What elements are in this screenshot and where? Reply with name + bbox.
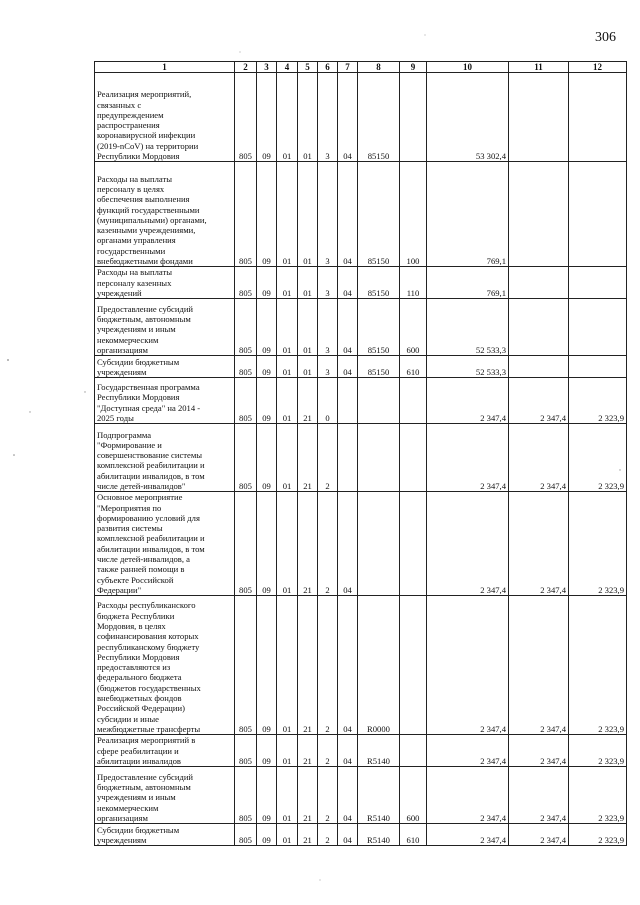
cell-c2: 805 — [235, 824, 257, 846]
cell-c12 — [569, 162, 627, 267]
cell-c12: 2 323,9 — [569, 492, 627, 596]
cell-c4: 01 — [277, 824, 298, 846]
cell-c11: 2 347,4 — [509, 378, 569, 424]
row-name-cell: Расходы на выплаты персоналу казенных учреждений — [95, 267, 235, 299]
cell-c3: 09 — [257, 267, 277, 299]
cell-c9 — [400, 424, 427, 492]
cell-c5: 21 — [298, 378, 318, 424]
cell-c11: 2 347,4 — [509, 424, 569, 492]
table-row — [95, 735, 627, 767]
cell-c12: 2 323,9 — [569, 767, 627, 824]
cell-c2: 805 — [235, 596, 257, 735]
cell-c11 — [509, 162, 569, 267]
cell-c5: 01 — [298, 73, 318, 162]
table-row — [95, 424, 627, 492]
cell-c10: 769,1 — [427, 267, 509, 299]
cell-c3: 09 — [257, 356, 277, 378]
cell-c4: 01 — [277, 492, 298, 596]
cell-c2: 805 — [235, 73, 257, 162]
cell-c9 — [400, 73, 427, 162]
table-row — [95, 492, 627, 596]
row-name-cell: Основное мероприятие "Мероприятия по формированию условий для развития системы комплексной реабилитации и абилитации инвалидов, в том числе детей-инвалидов, а также ранней помощи в субъекте Российской Федерации" — [95, 492, 235, 596]
table-row — [95, 824, 627, 846]
cell-c8: R0000 — [358, 596, 400, 735]
column-header: 12 — [569, 62, 627, 73]
cell-c11 — [509, 73, 569, 162]
cell-c12 — [569, 73, 627, 162]
cell-c7: 04 — [338, 73, 358, 162]
row-name-cell: Предоставление субсидий бюджетным, автономным учреждениям и иным некоммерческим организациям — [95, 767, 235, 824]
cell-c10: 2 347,4 — [427, 735, 509, 767]
cell-c11 — [509, 267, 569, 299]
cell-c3: 09 — [257, 162, 277, 267]
row-name-cell: Расходы республиканского бюджета Республики Мордовия, в целях софинансирования которых республиканскому бюджету Республики Мордовия предоставляются из федерального бюджета (бюджетов государственных внебюджетных фондов Российской Федерации) субсидии и иные межбюджетные трансферты — [95, 596, 235, 735]
column-header: 5 — [298, 62, 318, 73]
cell-c5: 21 — [298, 824, 318, 846]
column-header: 2 — [235, 62, 257, 73]
cell-c10: 2 347,4 — [427, 824, 509, 846]
row-name-cell: Государственная программа Республики Мордовия "Доступная среда" на 2014 - 2025 годы — [95, 378, 235, 424]
cell-c5: 01 — [298, 356, 318, 378]
cell-c2: 805 — [235, 424, 257, 492]
table-row — [95, 767, 627, 824]
row-name-cell: Подпрограмма "Формирование и совершенствование системы комплексной реабилитации и абилитации инвалидов, в том числе детей-инвалидов" — [95, 424, 235, 492]
row-name-cell: Реализация мероприятий в сфере реабилитации и абилитации инвалидов — [95, 735, 235, 767]
cell-c10: 2 347,4 — [427, 767, 509, 824]
cell-c7: 04 — [338, 267, 358, 299]
cell-c8: R5140 — [358, 824, 400, 846]
column-header: 11 — [509, 62, 569, 73]
cell-c6: 3 — [318, 267, 338, 299]
cell-c6: 3 — [318, 73, 338, 162]
cell-c8: 85150 — [358, 162, 400, 267]
cell-c9 — [400, 378, 427, 424]
cell-c6: 2 — [318, 824, 338, 846]
column-header: 10 — [427, 62, 509, 73]
cell-c4: 01 — [277, 767, 298, 824]
cell-c10: 2 347,4 — [427, 378, 509, 424]
cell-c9: 600 — [400, 299, 427, 356]
table-row — [95, 267, 627, 299]
cell-c10: 769,1 — [427, 162, 509, 267]
column-header: 3 — [257, 62, 277, 73]
column-header: 7 — [338, 62, 358, 73]
cell-c7: 04 — [338, 356, 358, 378]
cell-c6: 2 — [318, 735, 338, 767]
cell-c10: 52 533,3 — [427, 356, 509, 378]
column-header: 6 — [318, 62, 338, 73]
cell-c8: 85150 — [358, 73, 400, 162]
cell-c10: 2 347,4 — [427, 424, 509, 492]
cell-c9: 610 — [400, 824, 427, 846]
row-name-cell: Реализация мероприятий, связанных с предупреждением распространения коронавирусной инфекции (2019-nCoV) на территории Республики Мордовия — [95, 73, 235, 162]
table-row — [95, 73, 627, 162]
cell-c11: 2 347,4 — [509, 767, 569, 824]
cell-c3: 09 — [257, 492, 277, 596]
cell-c8: R5140 — [358, 735, 400, 767]
cell-c12: 2 323,9 — [569, 596, 627, 735]
cell-c4: 01 — [277, 267, 298, 299]
cell-c5: 21 — [298, 767, 318, 824]
cell-c9: 100 — [400, 162, 427, 267]
cell-c3: 09 — [257, 767, 277, 824]
column-header: 1 — [95, 62, 235, 73]
cell-c10: 2 347,4 — [427, 492, 509, 596]
cell-c11: 2 347,4 — [509, 492, 569, 596]
cell-c7 — [338, 378, 358, 424]
cell-c12: 2 323,9 — [569, 378, 627, 424]
cell-c2: 805 — [235, 162, 257, 267]
cell-c4: 01 — [277, 596, 298, 735]
column-header: 4 — [277, 62, 298, 73]
cell-c7: 04 — [338, 492, 358, 596]
cell-c5: 21 — [298, 735, 318, 767]
cell-c7: 04 — [338, 162, 358, 267]
cell-c8: 85150 — [358, 299, 400, 356]
row-name-cell: Субсидии бюджетным учреждениям — [95, 356, 235, 378]
cell-c9 — [400, 596, 427, 735]
cell-c4: 01 — [277, 299, 298, 356]
row-name-cell: Субсидии бюджетным учреждениям — [95, 824, 235, 846]
cell-c12 — [569, 356, 627, 378]
cell-c4: 01 — [277, 424, 298, 492]
cell-c5: 21 — [298, 492, 318, 596]
cell-c10: 53 302,4 — [427, 73, 509, 162]
cell-c6: 2 — [318, 424, 338, 492]
cell-c11: 2 347,4 — [509, 596, 569, 735]
cell-c6: 2 — [318, 767, 338, 824]
column-header: 8 — [358, 62, 400, 73]
cell-c6: 0 — [318, 378, 338, 424]
cell-c6: 3 — [318, 356, 338, 378]
cell-c8: 85150 — [358, 356, 400, 378]
table-row — [95, 378, 627, 424]
cell-c9 — [400, 492, 427, 596]
cell-c12: 2 323,9 — [569, 424, 627, 492]
cell-c5: 01 — [298, 267, 318, 299]
cell-c9: 610 — [400, 356, 427, 378]
cell-c11 — [509, 356, 569, 378]
cell-c12: 2 323,9 — [569, 824, 627, 846]
cell-c11: 2 347,4 — [509, 735, 569, 767]
table-row — [95, 596, 627, 735]
cell-c8: 85150 — [358, 267, 400, 299]
cell-c5: 21 — [298, 596, 318, 735]
cell-c7: 04 — [338, 596, 358, 735]
cell-c6: 2 — [318, 492, 338, 596]
cell-c6: 2 — [318, 596, 338, 735]
cell-c2: 805 — [235, 735, 257, 767]
cell-c7: 04 — [338, 299, 358, 356]
cell-c2: 805 — [235, 492, 257, 596]
cell-c9 — [400, 735, 427, 767]
header-row — [95, 62, 627, 73]
cell-c3: 09 — [257, 73, 277, 162]
cell-c4: 01 — [277, 378, 298, 424]
cell-c5: 01 — [298, 162, 318, 267]
cell-c2: 805 — [235, 299, 257, 356]
cell-c8 — [358, 378, 400, 424]
cell-c4: 01 — [277, 735, 298, 767]
cell-c3: 09 — [257, 735, 277, 767]
budget-table — [94, 61, 627, 846]
cell-c9: 600 — [400, 767, 427, 824]
page-number: 306 — [595, 30, 616, 45]
cell-c4: 01 — [277, 73, 298, 162]
table-row — [95, 299, 627, 356]
cell-c2: 805 — [235, 356, 257, 378]
cell-c3: 09 — [257, 378, 277, 424]
cell-c12 — [569, 299, 627, 356]
row-name-cell: Предоставление субсидий бюджетным, автономным учреждениям и иным некоммерческим организациям — [95, 299, 235, 356]
table-row — [95, 162, 627, 267]
cell-c4: 01 — [277, 162, 298, 267]
cell-c7: 04 — [338, 735, 358, 767]
cell-c2: 805 — [235, 767, 257, 824]
cell-c6: 3 — [318, 299, 338, 356]
cell-c2: 805 — [235, 378, 257, 424]
cell-c12 — [569, 267, 627, 299]
cell-c7: 04 — [338, 824, 358, 846]
cell-c3: 09 — [257, 824, 277, 846]
cell-c11 — [509, 299, 569, 356]
cell-c9: 110 — [400, 267, 427, 299]
cell-c8 — [358, 492, 400, 596]
cell-c7: 04 — [338, 767, 358, 824]
cell-c7 — [338, 424, 358, 492]
cell-c5: 01 — [298, 299, 318, 356]
cell-c8: R5140 — [358, 767, 400, 824]
cell-c5: 21 — [298, 424, 318, 492]
cell-c8 — [358, 424, 400, 492]
cell-c4: 01 — [277, 356, 298, 378]
cell-c10: 2 347,4 — [427, 596, 509, 735]
row-name-cell: Расходы на выплаты персоналу в целях обеспечения выполнения функций государственными (муниципальными) органами, казенными учреждениями, органами управления государственными внебюджетными фондами — [95, 162, 235, 267]
cell-c2: 805 — [235, 267, 257, 299]
cell-c11: 2 347,4 — [509, 824, 569, 846]
cell-c3: 09 — [257, 596, 277, 735]
cell-c10: 52 533,3 — [427, 299, 509, 356]
column-header: 9 — [400, 62, 427, 73]
cell-c12: 2 323,9 — [569, 735, 627, 767]
table-row — [95, 356, 627, 378]
cell-c3: 09 — [257, 299, 277, 356]
cell-c6: 3 — [318, 162, 338, 267]
cell-c3: 09 — [257, 424, 277, 492]
